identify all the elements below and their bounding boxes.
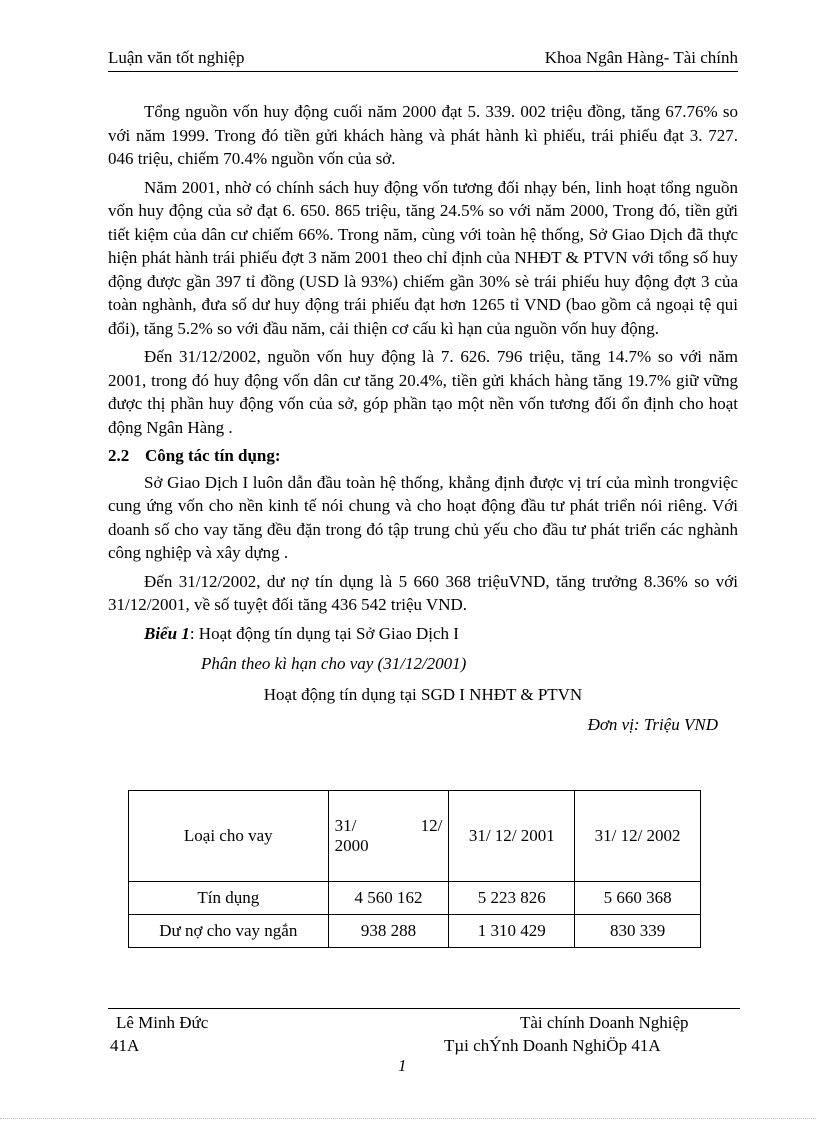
figure-subtitle: Phân theo kì hạn cho vay (31/12/2001) [201,654,467,673]
page-header [108,48,738,72]
footer-dept-garbled: Tµi chÝnh Doanh NghiÖp 41A [444,1036,661,1055]
table-cell: 830 339 [575,915,701,948]
unit-label: Đơn vị: Triệu VND [587,715,718,734]
credit-table [128,790,701,948]
section-heading [108,444,738,468]
paragraph: Năm 2001, nhờ có chính sách huy động vốn tương đối nhạy bén, linh hoạt tổng nguồn vốn huy động của sở đạt 6. 650. 865 triệu, tăng 24.5% so với năm 2000, Trong đó, tiền gửi tiết kiệm của dân cư chiếm 66%. Trong năm, cùng với toàn hệ thống, Sở Giao Dịch đã thực hiện phát hành trái phiếu đợt 3 năm 2001 theo chỉ định của NHĐT & PTVN với tổng số huy động được gần 397 tỉ đồng (USD là 93%) chiếm gần 30% sè trái phiếu huy động đợt 3 của toàn nghành, đưa số dư huy động trái phiếu đạt hơn 1265 tỉ VND (bao gồm cả ngoại tệ qui đổi), tăng 5.2% so với đầu năm, cải thiện cơ cấu kì hạn của nguồn vốn huy động. [108,177,738,338]
footer-author: Lê Minh Đức [116,1013,209,1032]
table-title: Hoạt động tín dụng tại SGD I NHĐT & PTVN [263,684,583,704]
header-rule [108,71,738,72]
table-cell: Dư nợ cho vay ngắn [129,915,329,948]
table-cell: 5 660 368 [575,882,701,915]
table-row [129,882,701,915]
header-left: Luận văn tốt nghiệp [108,48,245,67]
header-cell: 31/ 12/ 2002 [575,791,701,882]
page-body [108,100,738,737]
paragraph: Tổng nguồn vốn huy động cuối năm 2000 đạt 5. 339. 002 triệu đồng, tăng 67.76% so với năm 1999. Trong đó tiền gửi khách hàng và phát hành kì phiếu, trái phiếu đạt 3. 727. 046 triệu, chiếm 70.4% nguồn vốn của sở. [108,102,738,168]
header-cell: 31/ 12/ 2001 [449,791,575,882]
figure-caption [108,622,738,646]
footer-class: 41A [110,1036,140,1055]
paragraph: Đến 31/12/2002, nguồn vốn huy động là 7. 626. 796 triệu, tăng 14.7% so với năm 2001, trong đó huy động vốn dân cư tăng 20.4%, tiền gửi khách hàng tăng 19.7% giữ vững được thị phần huy động vốn của sở, góp phần tạo một nền vốn tương đối ổn định cho hoạt động Ngân Hàng . [108,347,738,437]
table-cell: 5 223 826 [449,882,575,915]
table-header-row [129,791,701,882]
table-row [129,915,701,948]
table-cell: Tín dụng [129,882,329,915]
footer-rule [108,1008,740,1009]
header-cell: Loại cho vay [129,791,329,882]
table-cell: 1 310 429 [449,915,575,948]
figure-caption-text: : Hoạt động tín dụng tại Sở Giao Dịch I [189,623,459,643]
paragraph: Sở Giao Dịch I luôn dẫn đầu toàn hệ thống, khẳng định được vị trí của mình trongviệc cung ứng vốn cho nền kinh tế nói chung và cho hoạt động đầu tư phát triển nói riêng. Với doanh số cho vay tăng đều đặn trong đó tập trung chủ yếu cho đầu tư phát triển các nghành công nghiệp và xây dựng . [108,472,738,562]
page-number: 1 [398,1056,407,1075]
footer-dept: Tài chính Doanh Nghiệp [520,1013,689,1032]
paragraph: Đến 31/12/2002, dư nợ tín dụng là 5 660 368 triệuVND, tăng trưởng 8.36% so với 31/12/2001, về số tuyệt đối tăng 436 542 triệu VND. [108,571,738,614]
header-cell-2000: 31/ 12/ 2000 [328,791,449,882]
figure-label: Biểu 1 [144,623,190,643]
header-right: Khoa Ngân Hàng- Tài chính [544,48,738,67]
section-number: 2.2 [108,446,130,465]
table-cell: 938 288 [328,915,449,948]
section-title: Công tác tín dụng: [145,446,281,465]
table-cell: 4 560 162 [328,882,449,915]
page-edge-dots [0,1118,816,1119]
